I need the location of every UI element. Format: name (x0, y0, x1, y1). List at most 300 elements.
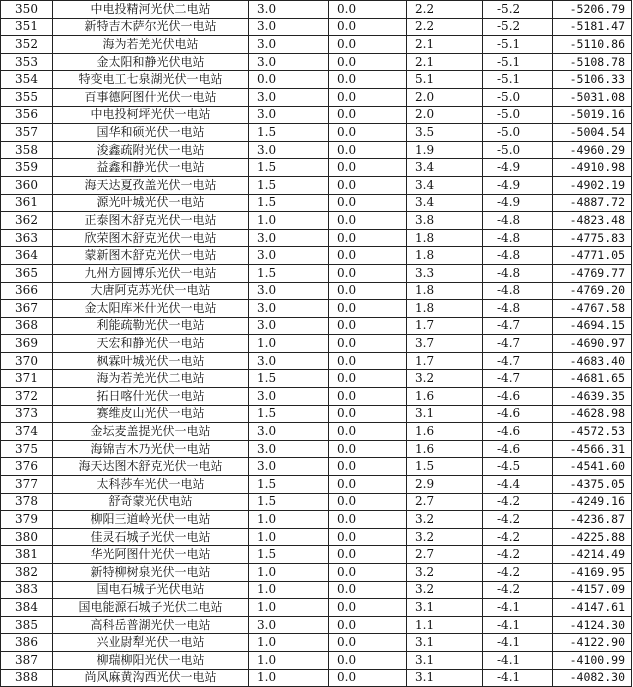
value-d-cell: -5.0 (483, 141, 553, 159)
value-c-cell: 3.2 (407, 528, 483, 546)
value-b-cell: 0.0 (329, 616, 407, 634)
station-name-cell: 国华和硕光伏一电站 (53, 124, 249, 142)
value-e-cell: -4769.77 (553, 264, 632, 282)
value-d-cell: -4.7 (483, 317, 553, 335)
value-b-cell: 0.0 (329, 1, 407, 19)
table-row (1, 440, 632, 458)
value-d-cell: -4.6 (483, 388, 553, 406)
value-b-cell: 0.0 (329, 634, 407, 652)
value-a-cell: 1.5 (249, 370, 329, 388)
value-c-cell: 1.8 (407, 300, 483, 318)
value-a-cell: 3.0 (249, 300, 329, 318)
value-b-cell: 0.0 (329, 546, 407, 564)
value-d-cell: -4.8 (483, 264, 553, 282)
table-row (1, 36, 632, 54)
row-number-cell: 354 (1, 71, 53, 89)
value-e-cell: -5031.08 (553, 88, 632, 106)
table-row (1, 124, 632, 142)
value-a-cell: 1.5 (249, 124, 329, 142)
value-e-cell: -4887.72 (553, 194, 632, 212)
row-number-cell: 387 (1, 651, 53, 669)
station-name-cell: 太科莎车光伏一电站 (53, 476, 249, 494)
table-row (1, 528, 632, 546)
value-b-cell: 0.0 (329, 159, 407, 177)
value-c-cell: 2.1 (407, 53, 483, 71)
value-d-cell: -5.1 (483, 71, 553, 89)
station-name-cell: 中电投精河光伏二电站 (53, 1, 249, 19)
value-a-cell: 3.0 (249, 440, 329, 458)
value-e-cell: -4910.98 (553, 159, 632, 177)
value-e-cell: -4960.29 (553, 141, 632, 159)
row-number-cell: 357 (1, 124, 53, 142)
value-e-cell: -4572.53 (553, 423, 632, 441)
station-name-cell: 浚鑫疏附光伏一电站 (53, 141, 249, 159)
row-number-cell: 388 (1, 669, 53, 687)
station-name-cell: 金太阳和静光伏电站 (53, 53, 249, 71)
value-e-cell: -4690.97 (553, 335, 632, 353)
row-number-cell: 367 (1, 300, 53, 318)
value-d-cell: -5.0 (483, 124, 553, 142)
station-name-cell: 特变电工七泉湖光伏一电站 (53, 71, 249, 89)
value-a-cell: 1.0 (249, 581, 329, 599)
value-c-cell: 1.6 (407, 423, 483, 441)
row-number-cell: 360 (1, 176, 53, 194)
table-row (1, 669, 632, 687)
value-c-cell: 1.7 (407, 352, 483, 370)
table-row (1, 141, 632, 159)
station-name-cell: 大唐阿克苏光伏一电站 (53, 282, 249, 300)
station-name-cell: 枫霖叶城光伏一电站 (53, 352, 249, 370)
value-d-cell: -5.0 (483, 88, 553, 106)
row-number-cell: 379 (1, 511, 53, 529)
value-d-cell: -4.6 (483, 423, 553, 441)
value-d-cell: -4.6 (483, 440, 553, 458)
value-a-cell: 3.0 (249, 352, 329, 370)
value-d-cell: -4.8 (483, 247, 553, 265)
value-c-cell: 3.4 (407, 176, 483, 194)
row-number-cell: 356 (1, 106, 53, 124)
value-b-cell: 0.0 (329, 564, 407, 582)
station-name-cell: 中电投柯坪光伏一电站 (53, 106, 249, 124)
value-d-cell: -4.1 (483, 634, 553, 652)
table-row (1, 599, 632, 617)
value-c-cell: 2.1 (407, 36, 483, 54)
row-number-cell: 358 (1, 141, 53, 159)
value-a-cell: 3.0 (249, 229, 329, 247)
value-d-cell: -4.8 (483, 300, 553, 318)
value-c-cell: 1.7 (407, 317, 483, 335)
value-a-cell: 1.0 (249, 634, 329, 652)
table-row (1, 317, 632, 335)
value-a-cell: 1.0 (249, 651, 329, 669)
value-c-cell: 3.4 (407, 159, 483, 177)
station-name-cell: 金太阳库米什光伏一电站 (53, 300, 249, 318)
value-d-cell: -4.6 (483, 405, 553, 423)
value-b-cell: 0.0 (329, 212, 407, 230)
value-b-cell: 0.0 (329, 106, 407, 124)
value-d-cell: -5.1 (483, 53, 553, 71)
value-c-cell: 2.0 (407, 88, 483, 106)
table-row (1, 159, 632, 177)
table-row (1, 511, 632, 529)
value-e-cell: -4902.19 (553, 176, 632, 194)
value-c-cell: 1.6 (407, 440, 483, 458)
value-e-cell: -4082.30 (553, 669, 632, 687)
value-b-cell: 0.0 (329, 36, 407, 54)
value-c-cell: 3.7 (407, 335, 483, 353)
value-a-cell: 3.0 (249, 616, 329, 634)
value-a-cell: 1.0 (249, 599, 329, 617)
table-row (1, 634, 632, 652)
value-d-cell: -4.2 (483, 493, 553, 511)
value-a-cell: 0.0 (249, 71, 329, 89)
row-number-cell: 377 (1, 476, 53, 494)
value-e-cell: -5106.33 (553, 71, 632, 89)
row-number-cell: 376 (1, 458, 53, 476)
table-row (1, 335, 632, 353)
value-a-cell: 3.0 (249, 106, 329, 124)
station-name-cell: 海天达图木舒克光伏一电站 (53, 458, 249, 476)
value-d-cell: -4.5 (483, 458, 553, 476)
value-d-cell: -4.9 (483, 194, 553, 212)
value-d-cell: -4.1 (483, 651, 553, 669)
value-e-cell: -5108.78 (553, 53, 632, 71)
table-row (1, 176, 632, 194)
row-number-cell: 372 (1, 388, 53, 406)
value-d-cell: -5.2 (483, 18, 553, 36)
station-name-cell: 海锦吉木乃光伏一电站 (53, 440, 249, 458)
value-e-cell: -4767.58 (553, 300, 632, 318)
value-d-cell: -4.2 (483, 546, 553, 564)
value-d-cell: -4.7 (483, 370, 553, 388)
value-e-cell: -4249.16 (553, 493, 632, 511)
value-a-cell: 1.5 (249, 264, 329, 282)
table-row (1, 546, 632, 564)
row-number-cell: 364 (1, 247, 53, 265)
table-row (1, 300, 632, 318)
value-a-cell: 1.0 (249, 564, 329, 582)
row-number-cell: 353 (1, 53, 53, 71)
table-row (1, 53, 632, 71)
row-number-cell: 359 (1, 159, 53, 177)
value-d-cell: -4.9 (483, 176, 553, 194)
table-row (1, 88, 632, 106)
row-number-cell: 361 (1, 194, 53, 212)
value-c-cell: 1.5 (407, 458, 483, 476)
station-name-cell: 柳瑞柳阳光伏一电站 (53, 651, 249, 669)
value-d-cell: -4.2 (483, 564, 553, 582)
value-b-cell: 0.0 (329, 599, 407, 617)
row-number-cell: 365 (1, 264, 53, 282)
row-number-cell: 368 (1, 317, 53, 335)
station-name-cell: 九州方圆博乐光伏一电站 (53, 264, 249, 282)
table-row (1, 564, 632, 582)
row-number-cell: 362 (1, 212, 53, 230)
station-name-cell: 柳阳三道岭光伏一电站 (53, 511, 249, 529)
row-number-cell: 351 (1, 18, 53, 36)
value-e-cell: -4214.49 (553, 546, 632, 564)
value-c-cell: 1.1 (407, 616, 483, 634)
value-d-cell: -4.7 (483, 352, 553, 370)
value-b-cell: 0.0 (329, 458, 407, 476)
row-number-cell: 374 (1, 423, 53, 441)
value-c-cell: 3.1 (407, 599, 483, 617)
value-e-cell: -4775.83 (553, 229, 632, 247)
value-c-cell: 1.8 (407, 247, 483, 265)
station-name-cell: 海天达夏孜盖光伏一电站 (53, 176, 249, 194)
value-c-cell: 3.5 (407, 124, 483, 142)
value-c-cell: 3.4 (407, 194, 483, 212)
value-e-cell: -4541.60 (553, 458, 632, 476)
value-a-cell: 3.0 (249, 388, 329, 406)
value-b-cell: 0.0 (329, 317, 407, 335)
value-b-cell: 0.0 (329, 528, 407, 546)
value-b-cell: 0.0 (329, 581, 407, 599)
value-c-cell: 1.6 (407, 388, 483, 406)
value-e-cell: -4169.95 (553, 564, 632, 582)
value-c-cell: 2.2 (407, 18, 483, 36)
value-e-cell: -4157.09 (553, 581, 632, 599)
value-a-cell: 3.0 (249, 18, 329, 36)
table-row (1, 247, 632, 265)
value-c-cell: 3.3 (407, 264, 483, 282)
value-a-cell: 3.0 (249, 141, 329, 159)
value-e-cell: -4375.05 (553, 476, 632, 494)
row-number-cell: 371 (1, 370, 53, 388)
station-name-cell: 海为若羌光伏电站 (53, 36, 249, 54)
value-a-cell: 1.5 (249, 405, 329, 423)
value-d-cell: -4.1 (483, 669, 553, 687)
value-b-cell: 0.0 (329, 388, 407, 406)
station-name-cell: 金坛麦盖提光伏一电站 (53, 423, 249, 441)
value-e-cell: -4769.20 (553, 282, 632, 300)
value-b-cell: 0.0 (329, 440, 407, 458)
table-row (1, 616, 632, 634)
value-c-cell: 3.2 (407, 564, 483, 582)
value-a-cell: 1.0 (249, 511, 329, 529)
value-b-cell: 0.0 (329, 124, 407, 142)
value-e-cell: -4124.30 (553, 616, 632, 634)
value-d-cell: -5.2 (483, 1, 553, 19)
value-a-cell: 1.5 (249, 194, 329, 212)
table-row (1, 458, 632, 476)
station-name-cell: 兴业尉犁光伏一电站 (53, 634, 249, 652)
value-d-cell: -4.4 (483, 476, 553, 494)
table-row (1, 282, 632, 300)
value-d-cell: -5.1 (483, 36, 553, 54)
value-d-cell: -4.2 (483, 581, 553, 599)
value-c-cell: 3.2 (407, 511, 483, 529)
station-name-cell: 海为若羌光伏二电站 (53, 370, 249, 388)
value-e-cell: -5019.16 (553, 106, 632, 124)
value-a-cell: 3.0 (249, 1, 329, 19)
value-a-cell: 3.0 (249, 36, 329, 54)
station-name-cell: 源光叶城光伏一电站 (53, 194, 249, 212)
station-name-cell: 正泰图木舒克光伏一电站 (53, 212, 249, 230)
station-name-cell: 利能疏勒光伏一电站 (53, 317, 249, 335)
row-number-cell: 352 (1, 36, 53, 54)
station-name-cell: 欣荣图木舒克光伏一电站 (53, 229, 249, 247)
value-b-cell: 0.0 (329, 194, 407, 212)
value-c-cell: 2.9 (407, 476, 483, 494)
station-name-cell: 拓日喀什光伏一电站 (53, 388, 249, 406)
value-b-cell: 0.0 (329, 53, 407, 71)
station-name-cell: 天宏和静光伏一电站 (53, 335, 249, 353)
value-a-cell: 1.5 (249, 546, 329, 564)
value-d-cell: -4.2 (483, 528, 553, 546)
station-name-cell: 百事德阿图什光伏一电站 (53, 88, 249, 106)
value-e-cell: -5110.86 (553, 36, 632, 54)
value-e-cell: -4225.88 (553, 528, 632, 546)
row-number-cell: 355 (1, 88, 53, 106)
value-d-cell: -4.1 (483, 616, 553, 634)
value-e-cell: -4122.90 (553, 634, 632, 652)
value-c-cell: 3.1 (407, 634, 483, 652)
row-number-cell: 369 (1, 335, 53, 353)
value-c-cell: 3.2 (407, 581, 483, 599)
station-name-cell: 益鑫和静光伏一电站 (53, 159, 249, 177)
value-d-cell: -4.8 (483, 212, 553, 230)
value-e-cell: -4147.61 (553, 599, 632, 617)
value-e-cell: -5181.47 (553, 18, 632, 36)
value-b-cell: 0.0 (329, 493, 407, 511)
row-number-cell: 383 (1, 581, 53, 599)
station-name-cell: 蒙新图木舒克光伏一电站 (53, 247, 249, 265)
value-e-cell: -4236.87 (553, 511, 632, 529)
table-row (1, 71, 632, 89)
value-b-cell: 0.0 (329, 476, 407, 494)
value-e-cell: -4771.05 (553, 247, 632, 265)
table-row (1, 106, 632, 124)
value-b-cell: 0.0 (329, 352, 407, 370)
value-e-cell: -4100.99 (553, 651, 632, 669)
value-e-cell: -5206.79 (553, 1, 632, 19)
value-a-cell: 1.5 (249, 476, 329, 494)
value-e-cell: -4566.31 (553, 440, 632, 458)
value-c-cell: 3.2 (407, 370, 483, 388)
table-row (1, 581, 632, 599)
value-c-cell: 3.8 (407, 212, 483, 230)
row-number-cell: 380 (1, 528, 53, 546)
value-d-cell: -4.9 (483, 159, 553, 177)
table-row (1, 423, 632, 441)
station-name-cell: 舒奇蒙光伏电站 (53, 493, 249, 511)
value-b-cell: 0.0 (329, 229, 407, 247)
row-number-cell: 384 (1, 599, 53, 617)
value-c-cell: 2.7 (407, 493, 483, 511)
table-row (1, 405, 632, 423)
value-e-cell: -4683.40 (553, 352, 632, 370)
value-d-cell: -4.8 (483, 282, 553, 300)
value-d-cell: -4.8 (483, 229, 553, 247)
row-number-cell: 386 (1, 634, 53, 652)
value-c-cell: 1.8 (407, 282, 483, 300)
value-e-cell: -4823.48 (553, 212, 632, 230)
value-c-cell: 3.1 (407, 669, 483, 687)
value-b-cell: 0.0 (329, 335, 407, 353)
value-d-cell: -4.7 (483, 335, 553, 353)
value-e-cell: -4639.35 (553, 388, 632, 406)
row-number-cell: 370 (1, 352, 53, 370)
value-c-cell: 1.9 (407, 141, 483, 159)
table-row (1, 264, 632, 282)
station-name-cell: 佳灵石城子光伏一电站 (53, 528, 249, 546)
value-b-cell: 0.0 (329, 423, 407, 441)
value-a-cell: 3.0 (249, 282, 329, 300)
row-number-cell: 385 (1, 616, 53, 634)
value-d-cell: -4.1 (483, 599, 553, 617)
value-b-cell: 0.0 (329, 300, 407, 318)
station-name-cell: 新特吉木萨尔光伏一电站 (53, 18, 249, 36)
value-a-cell: 3.0 (249, 53, 329, 71)
table-row (1, 18, 632, 36)
table-row (1, 352, 632, 370)
value-e-cell: -4694.15 (553, 317, 632, 335)
value-b-cell: 0.0 (329, 71, 407, 89)
row-number-cell: 363 (1, 229, 53, 247)
station-name-cell: 赛维皮山光伏一电站 (53, 405, 249, 423)
value-d-cell: -5.0 (483, 106, 553, 124)
row-number-cell: 373 (1, 405, 53, 423)
station-name-cell: 国电能源石城子光伏二电站 (53, 599, 249, 617)
value-b-cell: 0.0 (329, 282, 407, 300)
row-number-cell: 375 (1, 440, 53, 458)
value-a-cell: 1.5 (249, 176, 329, 194)
value-a-cell: 1.0 (249, 212, 329, 230)
value-b-cell: 0.0 (329, 141, 407, 159)
table-row (1, 370, 632, 388)
table-row (1, 388, 632, 406)
value-a-cell: 1.0 (249, 669, 329, 687)
value-b-cell: 0.0 (329, 405, 407, 423)
value-b-cell: 0.0 (329, 370, 407, 388)
value-e-cell: -4681.65 (553, 370, 632, 388)
value-b-cell: 0.0 (329, 88, 407, 106)
value-b-cell: 0.0 (329, 669, 407, 687)
value-e-cell: -5004.54 (553, 124, 632, 142)
table-row (1, 212, 632, 230)
table-row (1, 651, 632, 669)
value-b-cell: 0.0 (329, 264, 407, 282)
value-c-cell: 2.2 (407, 1, 483, 19)
station-name-cell: 高科岳普湖光伏一电站 (53, 616, 249, 634)
value-a-cell: 3.0 (249, 317, 329, 335)
table-row (1, 1, 632, 19)
row-number-cell: 378 (1, 493, 53, 511)
value-a-cell: 3.0 (249, 423, 329, 441)
station-name-cell: 新特柳树泉光伏一电站 (53, 564, 249, 582)
row-number-cell: 382 (1, 564, 53, 582)
table-row (1, 476, 632, 494)
value-b-cell: 0.0 (329, 651, 407, 669)
value-c-cell: 3.1 (407, 651, 483, 669)
value-a-cell: 3.0 (249, 247, 329, 265)
value-a-cell: 1.0 (249, 528, 329, 546)
row-number-cell: 366 (1, 282, 53, 300)
value-b-cell: 0.0 (329, 511, 407, 529)
value-c-cell: 2.0 (407, 106, 483, 124)
value-c-cell: 3.1 (407, 405, 483, 423)
value-a-cell: 1.5 (249, 493, 329, 511)
row-number-cell: 350 (1, 1, 53, 19)
value-b-cell: 0.0 (329, 18, 407, 36)
table-body (1, 1, 632, 687)
row-number-cell: 381 (1, 546, 53, 564)
value-a-cell: 3.0 (249, 88, 329, 106)
value-c-cell: 5.1 (407, 71, 483, 89)
value-d-cell: -4.2 (483, 511, 553, 529)
value-c-cell: 1.8 (407, 229, 483, 247)
